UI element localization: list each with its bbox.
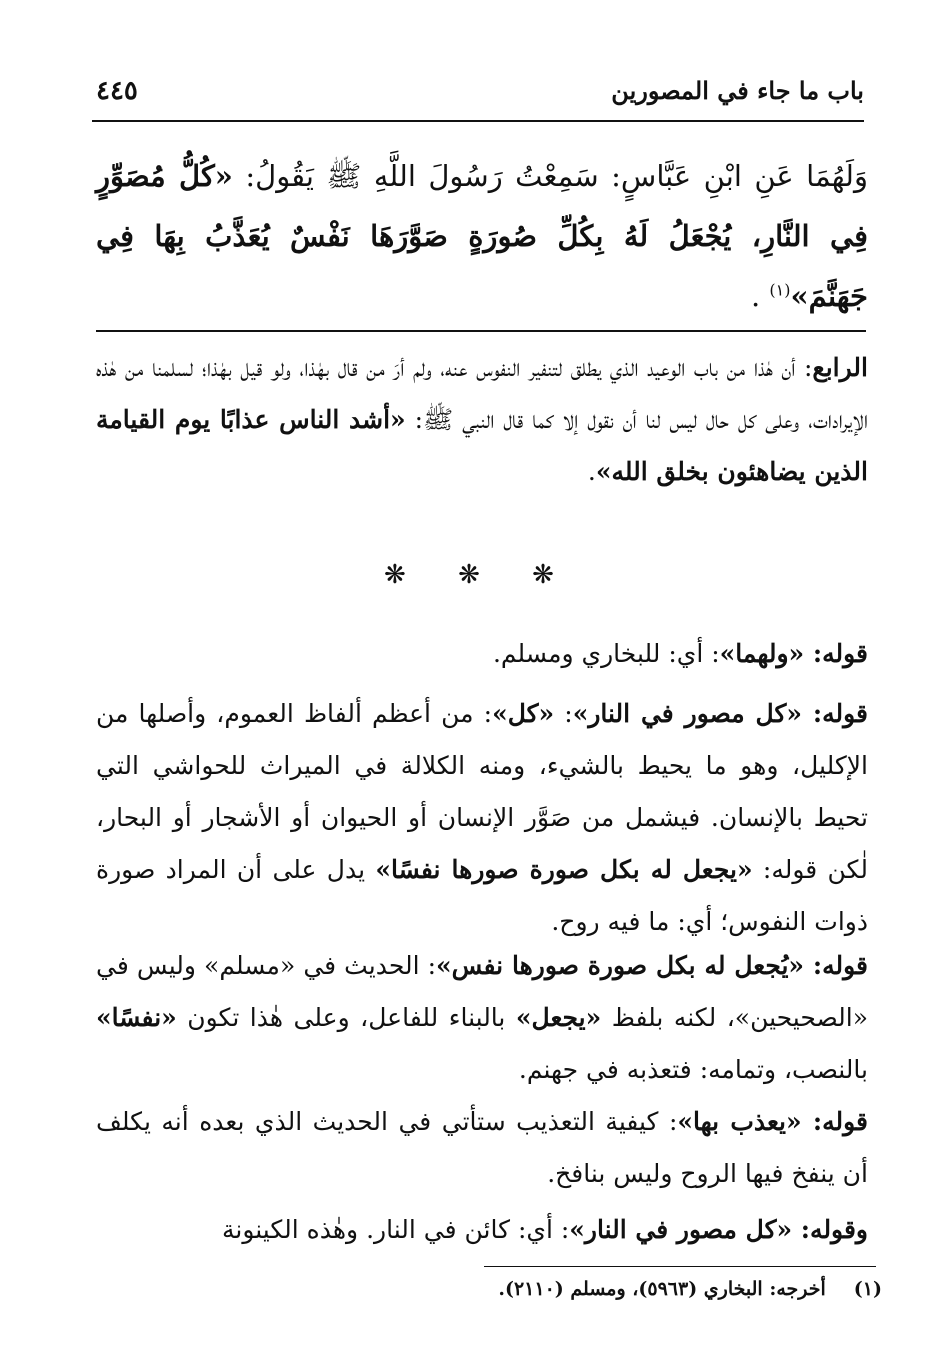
p3-word2: «نفسًا» — [96, 1003, 177, 1032]
header-rule — [92, 120, 864, 122]
p2-word: «كل» — [492, 699, 555, 728]
p2-text: : من أعظم ألفاظ العموم، وأصلها من الإكليل، وهو ما يحيط بالشيء، ومنه الكلالة في الميراث للحواشي التي تحيط بالإنسان. فيشمل من صَوَّر الإنسان أو الحيوان أو الأشجار أو البحار، لٰكن قوله: — [96, 699, 868, 884]
paragraph-yuadhdhab — [96, 1096, 868, 1200]
p3-end: بالنصب، وتمامه: فتعذبه في جهنم. — [518, 1055, 868, 1084]
fourth-text: : أن هٰذا من باب الوعيد الذي يطلق لتنفير النفوس عنه، ولم أرَ من قال بهٰذا، ولو قيل بهٰذا؛ لسلمنا من هٰذه الإيرادات، وعلى كل حال ليس لنا أن نقول إلا كما قال النبي ﷺ: — [96, 353, 868, 434]
fourth-label: الرابع — [812, 353, 868, 382]
hadith-quote: «كُلُّ مُصَوِّرٍ فِي النَّارِ، يُجْعَلُ لَهُ بِكُلِّ صُورَةٍ صَوَّرَهَا نَفْسٌ يُعَذَّبُ بِهَا فِي جَهَنَّمَ» — [96, 159, 868, 313]
paragraph-wa-lahuma — [96, 628, 868, 680]
p2-label: قوله: «كل مصور في النار» — [572, 699, 868, 728]
p3-text2: بالبناء للفاعل، وعلى هٰذا تكون — [176, 1003, 516, 1032]
p5-label: وقوله: «كل مصور في النار» — [569, 1215, 868, 1244]
p3-word: «يجعل» — [515, 1003, 602, 1032]
hadith-end: . — [750, 279, 770, 313]
p4-label: قوله: «يعذب بها» — [677, 1107, 868, 1136]
footnote-text: أخرجه: البخاري (٥٩٦٣)، ومسلم (٢١١٠). — [498, 1278, 826, 1300]
footnote-number: (١) — [853, 1278, 882, 1300]
paragraph-kull-musawwir — [96, 688, 868, 948]
p2-end: يدل على أن المراد صورة ذوات النفوس؛ أي: ما فيه روح. — [96, 855, 868, 936]
fourth-quote: «أشد الناس عذابًا يوم القيامة الذين يضاهئون بخلق الله» — [96, 405, 868, 486]
page-number: ٤٤٥ — [96, 76, 138, 106]
section-rule — [96, 330, 866, 332]
paragraph-yujal-lahu — [96, 940, 868, 1096]
paragraph-wa-qawluhu — [96, 1204, 868, 1256]
commentary-fourth — [96, 342, 868, 498]
p5-text: : أي: كائن في النار. وهٰذه الكينونة — [221, 1215, 570, 1244]
p1-label: قوله: «ولهما» — [719, 639, 868, 668]
footnote-rule — [484, 1266, 876, 1267]
hadith-intro: وَلَهُمَا عَنِ ابْنِ عَبَّاسٍ: سَمِعْتُ رَسُولَ اللَّهِ ﷺ يَقُولُ: — [232, 159, 868, 193]
p2-quote: «يجعل له بكل صورة صورها نفسًا» — [375, 855, 753, 884]
p4-text: : كيفية التعذيب ستأتي في الحديث الذي بعده أنه يكلف أن ينفخ فيها الروح وليس بنافخ. — [96, 1107, 868, 1188]
fourth-end: . — [587, 457, 596, 486]
hadith-text — [96, 146, 868, 326]
footnote-ref: (١) — [769, 280, 791, 300]
p2-mid: : — [554, 699, 573, 728]
p3-label: قوله: «يُجعل له بكل صورة صورها نفس» — [436, 951, 868, 980]
star-separator: ❋ ❋ ❋ — [384, 560, 576, 590]
p1-text: : أي: للبخاري ومسلم. — [492, 639, 720, 668]
chapter-title: باب ما جاء في المصورين — [611, 76, 864, 105]
p3-text: : الحديث في «مسلم» وليس في «الصحيحين»، لكنه بلفظ — [96, 951, 868, 1032]
footnote — [498, 1278, 882, 1300]
